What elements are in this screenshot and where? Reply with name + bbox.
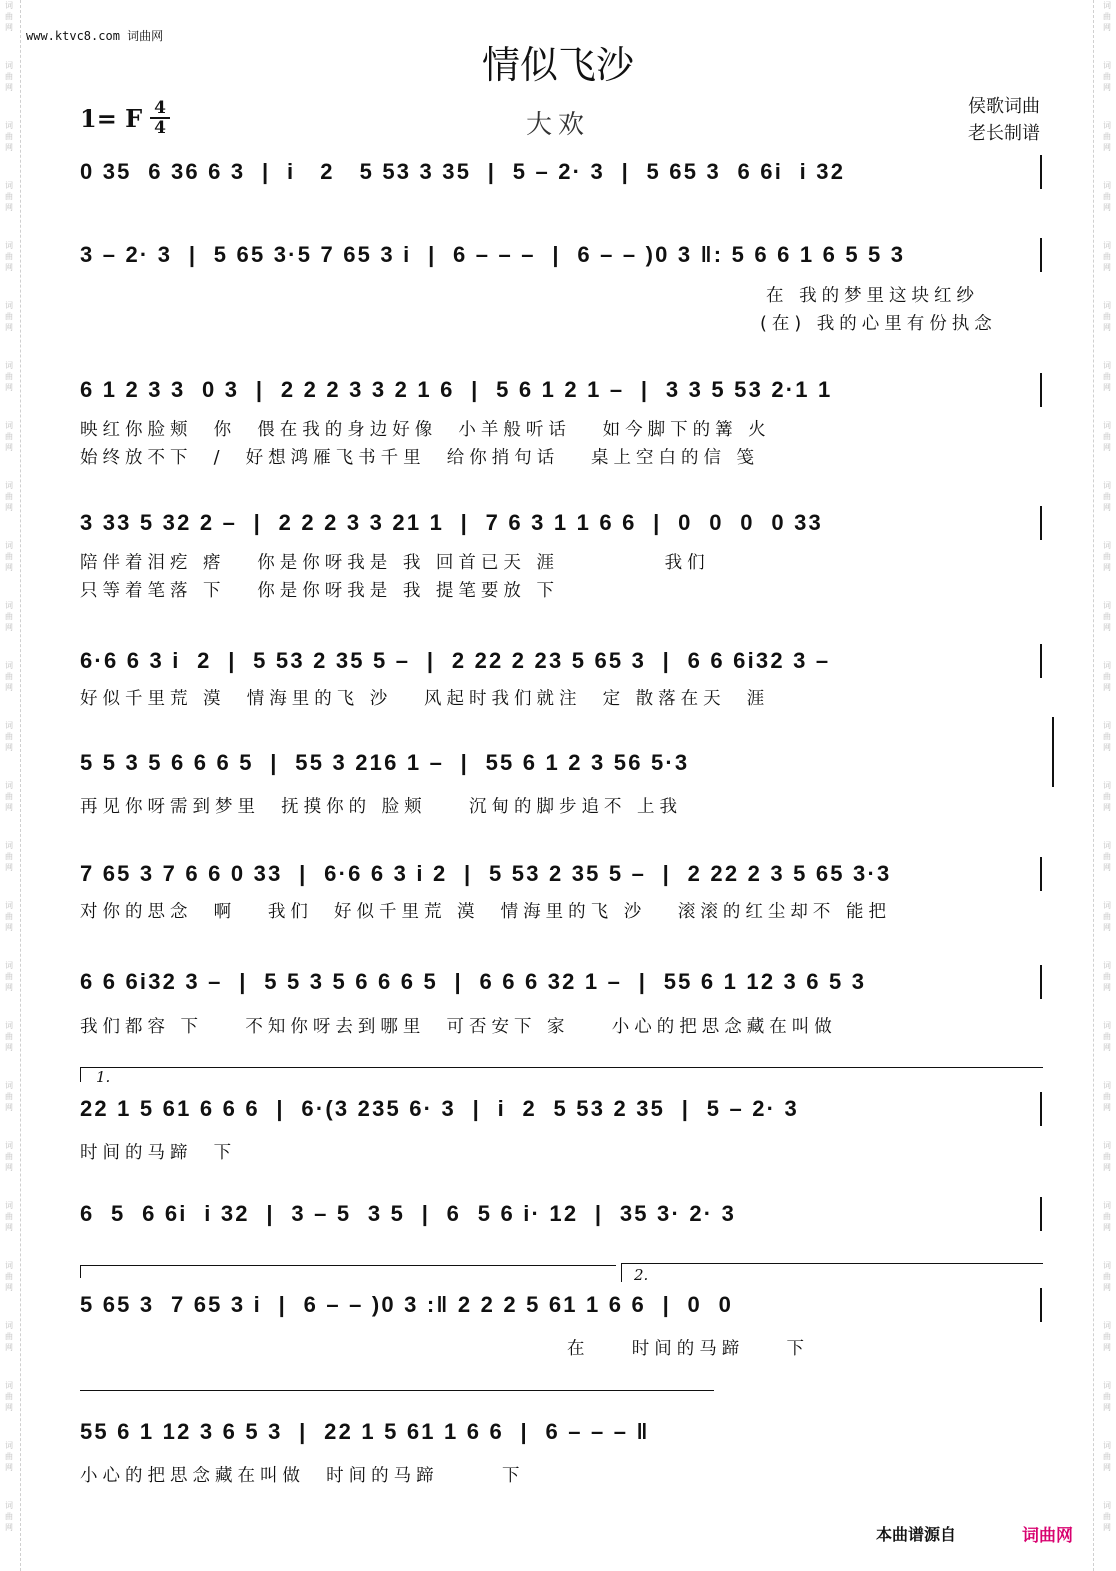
song-title: 情似飞沙 xyxy=(481,43,634,87)
notes-line: 6 1 2 3 3 0 3 | 2 2 2 3 3 2 1 6 | 5 6 1 2 1 – | 3 3 5 53 2·1 1 xyxy=(80,377,833,402)
barline xyxy=(1040,1197,1042,1231)
watermark-strip-left xyxy=(0,0,18,1571)
lyric-line: 映红你脸颊 你 偎在我的身边好像 小羊般听话 如今脚下的篝 火 xyxy=(80,420,771,440)
barline xyxy=(1040,1092,1042,1126)
barline xyxy=(1040,857,1042,891)
notes-line: 3 – 2· 3 | 5 65 3·5 7 65 3 i | 6 – – – | 6 – – )0 3 ‖: 5 6 6 1 6 5 5 3 xyxy=(80,242,906,267)
lyric-line: 只等着笔落 下 你是你呀我是 我 提笔要放 下 xyxy=(80,581,559,601)
barline xyxy=(1040,1288,1042,1322)
lyric-line: 始终放不下 / 好想鸿雁飞书千里 给你捎句话 桌上空白的信 笺 xyxy=(80,448,760,468)
second-ending-bracket xyxy=(621,1263,1043,1282)
watermark: 词 曲 网 xyxy=(5,241,13,272)
time-top: 4 xyxy=(154,98,166,118)
lyric-line: (在) 我的心里有份执念 xyxy=(760,314,997,334)
watermark: 词 曲 网 xyxy=(5,1021,13,1052)
watermark: 词 曲 网 xyxy=(1103,781,1111,812)
brand-logo[interactable]: 词曲网 xyxy=(1022,1526,1073,1546)
watermark-strip-right xyxy=(1098,0,1116,1571)
notes-line: 55 6 1 12 3 6 5 3 | 22 1 5 61 1 6 6 | 6 – – – ‖ xyxy=(80,1419,650,1444)
site-url: www.ktvc8.com 词曲网 xyxy=(26,29,164,43)
watermark: 词 曲 网 xyxy=(5,1201,13,1232)
watermark: 词 曲 网 xyxy=(5,541,13,572)
first-ending-number: 1. xyxy=(96,1068,111,1086)
watermark: 词 曲 网 xyxy=(1103,601,1111,632)
notes-line: 6 5 6 6i i 32 | 3 – 5 3 5 | 6 5 6 i· 12 | 35 3· 2· 3 xyxy=(80,1201,737,1226)
watermark: 词 曲 网 xyxy=(1103,1321,1111,1352)
source-note: 本曲谱源自 xyxy=(876,1525,957,1544)
watermark: 词 曲 网 xyxy=(5,1501,13,1532)
second-ending-number: 2. xyxy=(634,1266,649,1284)
key-signature: 1= F xyxy=(80,104,143,133)
lyric-line: 在 我的梦里这块红纱 xyxy=(766,286,980,306)
watermark: 词 曲 网 xyxy=(5,301,13,332)
watermark: 词 曲 网 xyxy=(5,61,13,92)
watermark: 词 曲 网 xyxy=(1103,1501,1111,1532)
watermark: 词 曲 网 xyxy=(1103,421,1111,452)
watermark: 词 曲 网 xyxy=(1103,1441,1111,1472)
watermark: 词 曲 网 xyxy=(1103,901,1111,932)
watermark: 词 曲 网 xyxy=(1103,181,1111,212)
watermark: 词 曲 网 xyxy=(5,781,13,812)
notes-line: 0 35 6 36 6 3 | i 2 5 53 3 35 | 5 – 2· 3 | 5 65 3 6 6i i 32 xyxy=(80,159,846,184)
arranger-credit: 老长制谱 xyxy=(968,123,1040,144)
barline xyxy=(1040,506,1042,540)
notes-line: 6 6 6i32 3 – | 5 5 3 5 6 6 6 5 | 6 6 6 32 1 – | 55 6 1 12 3 6 5 3 xyxy=(80,969,867,994)
lyric-line: 再见你呀需到梦里 抚摸你的 脸颊 沉甸的脚步追不 上我 xyxy=(80,797,683,817)
lyric-line: 小心的把思念藏在叫做 时间的马蹄 下 xyxy=(80,1466,525,1486)
composer-credit: 侯歌词曲 xyxy=(968,96,1040,117)
watermark: 词 曲 网 xyxy=(5,181,13,212)
watermark: 词 曲 网 xyxy=(5,481,13,512)
watermark: 词 曲 网 xyxy=(1103,1081,1111,1112)
watermark: 词 曲 网 xyxy=(1103,541,1111,572)
barline xyxy=(1040,965,1042,999)
watermark: 词 曲 网 xyxy=(5,1381,13,1412)
watermark: 词 曲 网 xyxy=(1103,1381,1111,1412)
watermark: 词 曲 网 xyxy=(5,961,13,992)
watermark: 词 曲 网 xyxy=(5,361,13,392)
lyric-line: 我们都容 下 不知你呀去到哪里 可否安下 家 小心的把思念藏在叫做 xyxy=(80,1017,837,1037)
first-ending-bracket xyxy=(80,1067,1043,1082)
watermark: 词 曲 网 xyxy=(5,841,13,872)
watermark: 词 曲 网 xyxy=(1103,1261,1111,1292)
notes-line: 6·6 6 3 i 2 | 5 53 2 35 5 – | 2 22 2 23 5 65 3 | 6 6 6i32 3 – xyxy=(80,648,831,673)
watermark: 词 曲 网 xyxy=(1103,1021,1111,1052)
barline xyxy=(1040,373,1042,407)
watermark: 词 曲 网 xyxy=(5,1441,13,1472)
watermark: 词 曲 网 xyxy=(5,1,13,32)
watermark: 词 曲 网 xyxy=(5,661,13,692)
watermark: 词 曲 网 xyxy=(1103,241,1111,272)
barline xyxy=(1040,644,1042,678)
time-bottom: 4 xyxy=(154,118,166,138)
notes-line: 7 65 3 7 6 6 0 33 | 6·6 6 3 i 2 | 5 53 2 35 5 – | 2 22 2 3 5 65 3·3 xyxy=(80,861,892,886)
margin-line-left xyxy=(20,0,21,1571)
watermark: 词 曲 网 xyxy=(5,1141,13,1172)
notes-line: 5 5 3 5 6 6 6 5 | 55 3 216 1 – | 55 6 1 2 3 56 5·3 xyxy=(80,750,690,775)
watermark: 词 曲 网 xyxy=(1103,121,1111,152)
watermark: 词 曲 网 xyxy=(1103,1201,1111,1232)
barline xyxy=(1040,238,1042,272)
watermark: 词 曲 网 xyxy=(1103,481,1111,512)
watermark: 词 曲 网 xyxy=(5,1261,13,1292)
watermark: 词 曲 网 xyxy=(1103,841,1111,872)
notes-line: 3 33 5 32 2 – | 2 2 2 3 3 21 1 | 7 6 3 1 1 6 6 | 0 0 0 0 33 xyxy=(80,510,823,535)
margin-line-right xyxy=(1093,0,1094,1571)
watermark: 词 曲 网 xyxy=(5,721,13,752)
watermark: 词 曲 网 xyxy=(1103,1,1111,32)
watermark: 词 曲 网 xyxy=(5,901,13,932)
watermark: 词 曲 网 xyxy=(5,1081,13,1112)
watermark: 词 曲 网 xyxy=(5,421,13,452)
lyric-line: 在 时间的马蹄 下 xyxy=(567,1339,810,1359)
watermark: 词 曲 网 xyxy=(5,121,13,152)
watermark: 词 曲 网 xyxy=(1103,361,1111,392)
watermark: 词 曲 网 xyxy=(1103,301,1111,332)
first-ending-bracket-continued xyxy=(80,1265,616,1278)
watermark: 词 曲 网 xyxy=(1103,661,1111,692)
ending-line xyxy=(80,1390,714,1391)
lyric-line: 好似千里荒 漠 情海里的飞 沙 风起时我们就注 定 散落在天 涯 xyxy=(80,689,770,709)
watermark: 词 曲 网 xyxy=(5,601,13,632)
barline xyxy=(1052,717,1054,787)
watermark: 词 曲 网 xyxy=(1103,61,1111,92)
lyric-line: 陪伴着泪疙 瘩 你是你呀我是 我 回首已天 涯 我们 xyxy=(80,553,710,573)
lyric-line: 对你的思念 啊 我们 好似千里荒 漠 情海里的飞 沙 滚滚的红尘却不 能把 xyxy=(80,902,891,922)
lyric-line: 时间的马蹄 下 xyxy=(80,1143,237,1163)
watermark: 词 曲 网 xyxy=(1103,721,1111,752)
notes-line: 22 1 5 61 6 6 6 | 6·(3 235 6· 3 | i 2 5 53 2 35 | 5 – 2· 3 xyxy=(80,1096,799,1121)
barline xyxy=(1040,155,1042,189)
notes-line: 5 65 3 7 65 3 i | 6 – – )0 3 :‖ 2 2 2 5 61 1 6 6 | 0 0 xyxy=(80,1292,734,1317)
watermark: 词 曲 网 xyxy=(1103,961,1111,992)
watermark: 词 曲 网 xyxy=(1103,1141,1111,1172)
watermark: 词 曲 网 xyxy=(5,1321,13,1352)
singer: 大欢 xyxy=(525,110,590,140)
